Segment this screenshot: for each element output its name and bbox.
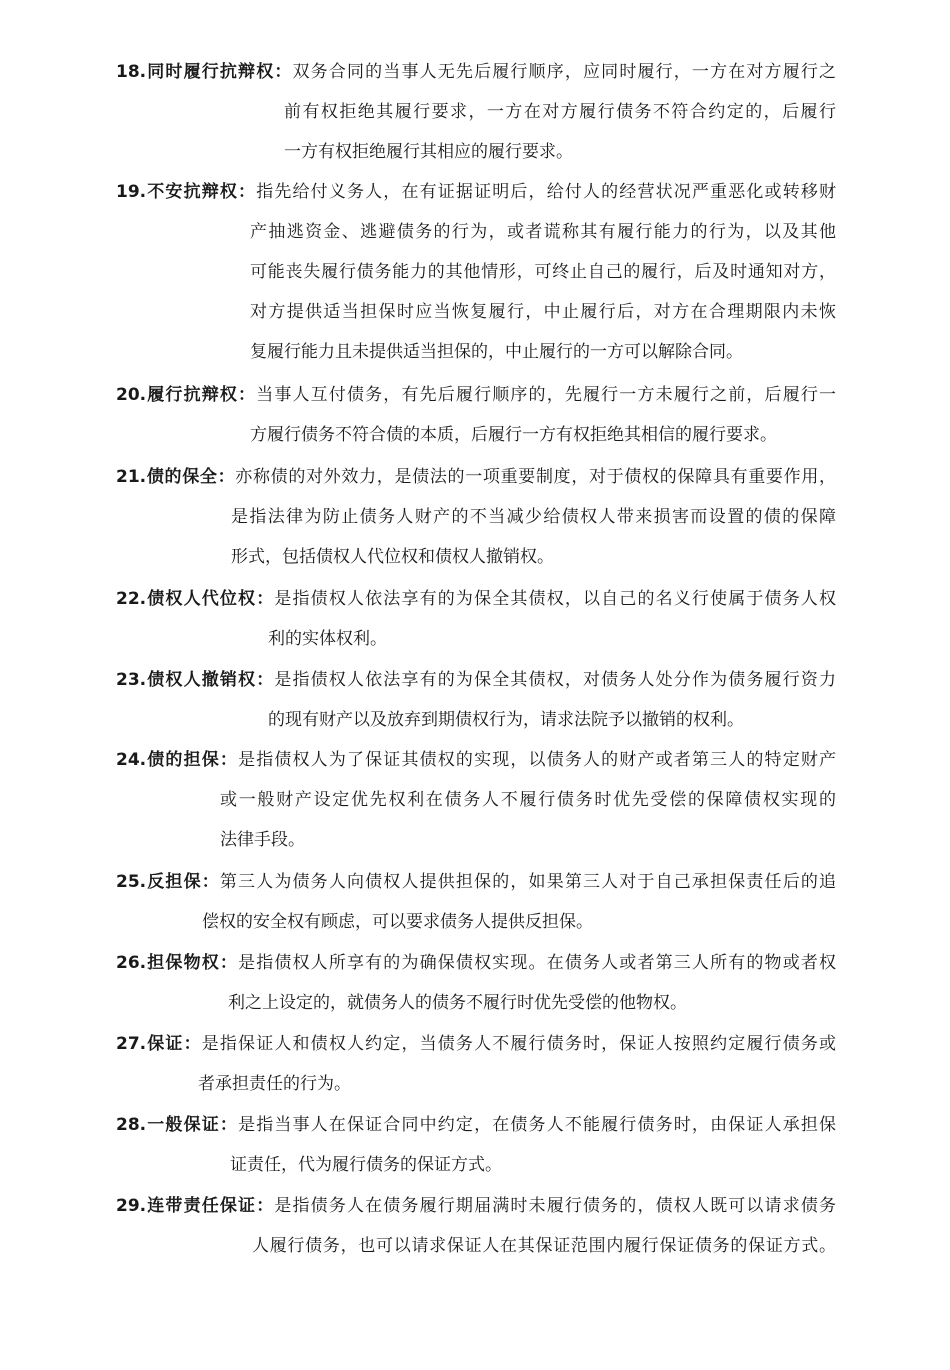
entry-term: 连带责任保证： bbox=[146, 1196, 275, 1216]
entry-continuation-line: 法律手段。 bbox=[220, 830, 305, 850]
entry-number: 28. bbox=[116, 1115, 147, 1135]
entry-term: 履行抗辩权： bbox=[146, 385, 257, 405]
entry-term: 债的保全： bbox=[146, 467, 236, 487]
entry-first-line bbox=[116, 375, 836, 415]
entry-term: 反担保： bbox=[146, 872, 220, 892]
entry-first-line bbox=[116, 660, 836, 700]
entry-term: 同时履行抗辩权： bbox=[146, 62, 293, 82]
entry-first-line bbox=[116, 862, 836, 902]
entry-first-line bbox=[116, 457, 836, 497]
entry-continuation-line: 对方提供适当担保时应当恢复履行，中止履行后，对方在合理期限内未恢 bbox=[250, 302, 836, 322]
entry-continuation-line: 方履行债务不符合债的本质，后履行一方有权拒绝其相信的履行要求。 bbox=[250, 425, 777, 445]
entry-first-line bbox=[116, 1105, 836, 1145]
entry-continuation-line: 是指法律为防止债务人财产的不当减少给债权人带来损害而设置的债的保障 bbox=[231, 507, 836, 527]
entry-term: 债权人撤销权： bbox=[146, 670, 275, 690]
entry-first-line bbox=[116, 172, 836, 212]
entry-number: 26. bbox=[116, 953, 147, 973]
entry-continuation-line: 产抽逃资金、逃避债务的行为，或者谎称其有履行能力的行为，以及其他 bbox=[250, 222, 836, 242]
entry-text: 第三人为债务人向债权人提供担保的，如果第三人对于自己承担保责任后的追 bbox=[219, 872, 837, 892]
entry-number: 27. bbox=[116, 1034, 147, 1054]
entry-term: 债的担保： bbox=[146, 750, 239, 770]
entry-text: 是指债权人依法享有的为保全其债权，对债务人处分作为债务履行资力 bbox=[274, 670, 837, 690]
entry-continuation-line: 利的实体权利。 bbox=[268, 629, 387, 649]
entry-continuation-line: 利之上设定的，就债务人的债务不履行时优先受偿的他物权。 bbox=[228, 993, 687, 1013]
entry-continuation-line: 形式，包括债权人代位权和债权人撤销权。 bbox=[231, 547, 554, 567]
entry-first-line bbox=[116, 943, 836, 983]
entry-continuation-line: 的现有财产以及放弃到期债权行为，请求法院予以撤销的权利。 bbox=[268, 710, 744, 730]
entry-text: 是指债权人所享有的为确保债权实现。在债务人或者第三人所有的物或者权 bbox=[238, 953, 837, 973]
entry-term: 担保物权： bbox=[146, 953, 239, 973]
entry-first-line bbox=[116, 1186, 836, 1226]
entry-term: 一般保证： bbox=[146, 1115, 239, 1135]
entry-continuation-line: 偿权的安全权有顾虑，可以要求债务人提供反担保。 bbox=[202, 912, 593, 932]
entry-number: 21. bbox=[116, 467, 147, 487]
entry-term: 保证： bbox=[146, 1034, 202, 1054]
entry-first-line bbox=[116, 579, 836, 619]
entry-text: 亦称债的对外效力，是债法的一项重要制度，对于债权的保障具有重要作用， bbox=[235, 467, 837, 487]
entry-text: 是指债权人依法享有的为保全其债权，以自己的名义行使属于债务人权 bbox=[274, 589, 837, 609]
entry-first-line bbox=[116, 52, 836, 92]
entry-continuation-line: 可能丧失履行债务能力的其他情形，可终止自己的履行，后及时通知对方， bbox=[250, 262, 836, 282]
entry-text: 是指保证人和债权人约定，当债务人不履行债务时，保证人按照约定履行债务或 bbox=[201, 1034, 837, 1054]
entry-continuation-line: 证责任，代为履行债务的保证方式。 bbox=[230, 1155, 502, 1175]
entry-number: 22. bbox=[116, 589, 147, 609]
entry-number: 23. bbox=[116, 670, 147, 690]
entry-continuation-line: 者承担责任的行为。 bbox=[198, 1074, 351, 1094]
entry-text: 是指债务人在债务履行期届满时未履行债务的，债权人既可以请求债务 bbox=[274, 1196, 837, 1216]
entry-continuation-line: 前有权拒绝其履行要求，一方在对方履行债务不符合约定的，后履行 bbox=[284, 102, 836, 122]
entry-number: 19. bbox=[116, 182, 147, 202]
entry-text: 指先给付义务人，在有证据证明后，给付人的经营状况严重恶化或转移财 bbox=[256, 182, 837, 202]
entry-text: 当事人互付债务，有先后履行顺序的，先履行一方未履行之前，后履行一 bbox=[256, 385, 837, 405]
entry-text: 双务合同的当事人无先后履行顺序，应同时履行，一方在对方履行之 bbox=[292, 62, 837, 82]
entry-text: 是指当事人在保证合同中约定，在债务人不能履行债务时，由保证人承担保 bbox=[238, 1115, 837, 1135]
entry-number: 29. bbox=[116, 1196, 147, 1216]
entry-continuation-line: 人履行债务，也可以请求保证人在其保证范围内履行保证债务的保证方式。 bbox=[252, 1236, 836, 1256]
entry-text: 是指债权人为了保证其债权的实现，以债务人的财产或者第三人的特定财产 bbox=[238, 750, 837, 770]
entry-number: 18. bbox=[116, 62, 147, 82]
entry-number: 25. bbox=[116, 872, 147, 892]
entry-continuation-line: 或一般财产设定优先权利在债务人不履行债务时优先受偿的保障债权实现的 bbox=[220, 790, 836, 810]
entry-continuation-line: 复履行能力且未提供适当担保的，中止履行的一方可以解除合同。 bbox=[250, 342, 743, 362]
entry-continuation-line: 一方有权拒绝履行其相应的履行要求。 bbox=[284, 142, 573, 162]
entry-number: 20. bbox=[116, 385, 147, 405]
entry-number: 24. bbox=[116, 750, 147, 770]
entry-first-line bbox=[116, 740, 836, 780]
entry-term: 不安抗辩权： bbox=[146, 182, 257, 202]
entry-term: 债权人代位权： bbox=[146, 589, 275, 609]
entry-first-line bbox=[116, 1024, 836, 1064]
